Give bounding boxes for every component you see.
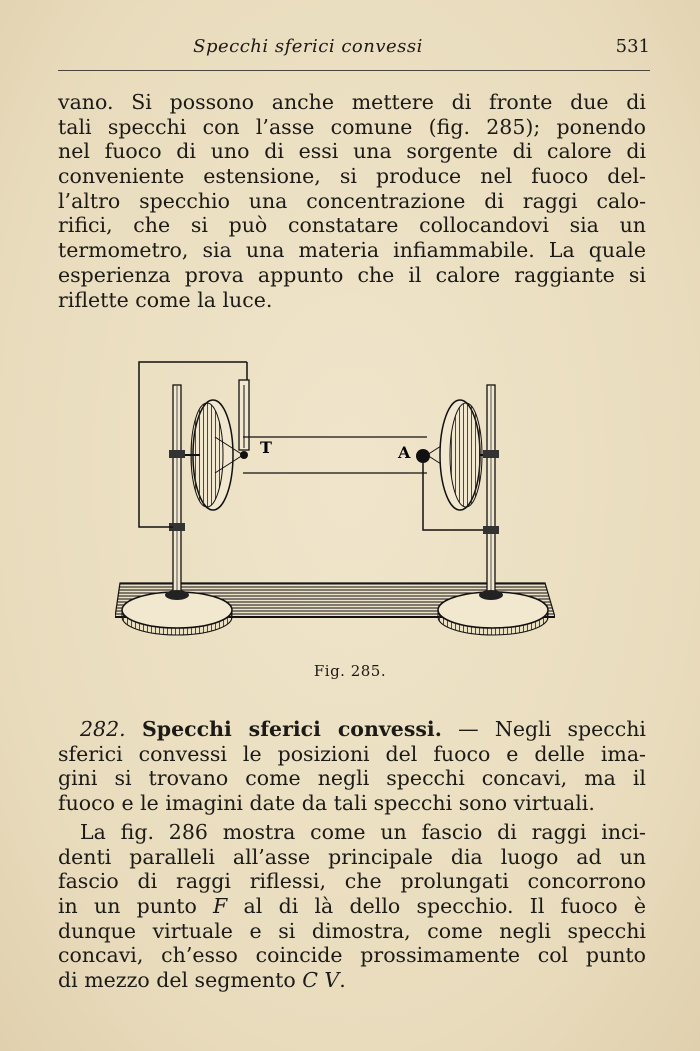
text-line: La fig. 286 mostra come un fascio di raggi inci- — [80, 820, 646, 844]
section-282 — [58, 717, 646, 816]
text-line: l’altro specchio una concentrazione di raggi calo- — [58, 188, 646, 213]
text-line: termometro, sia una materia infiammabile. La quale — [58, 238, 646, 263]
section-heading-line: 282. Specchi sferici convessi. — Negli specchi — [80, 717, 646, 741]
text-line: esperienza prova appunto che il calore raggiante si — [58, 262, 646, 287]
text-line: gini si trovano come negli specchi concavi, ma il — [58, 766, 646, 791]
text-line: vano. Si possono anche mettere di fronte due di — [58, 90, 646, 114]
text-line: concavi, ch’esso coincide prossimamente col punto — [58, 943, 646, 968]
left-mirror — [185, 400, 233, 510]
conjugate-mirrors-illustration — [115, 355, 555, 645]
text-line: sferici convessi le posizioni del fuoco e delle ima- — [58, 741, 646, 766]
running-head-title: Specchi sferici convessi — [193, 36, 423, 57]
text-line: conveniente estensione, si produce nel fuoco del- — [58, 164, 646, 189]
paragraph-1 — [58, 90, 646, 312]
page-number: 531 — [615, 36, 650, 57]
label-t: T — [260, 438, 272, 457]
text-line: in un punto F al di là dello specchio. Il fuoco è — [58, 894, 647, 919]
text-line: di mezzo del segmento C V. — [58, 968, 346, 993]
right-mirror — [440, 400, 487, 510]
text-line: fascio di raggi riflessi, che prolungati concorrono — [58, 869, 646, 894]
section-number: 282. — [80, 717, 126, 741]
paragraph-3 — [58, 820, 646, 993]
text-line: dunque virtuale e si dimostra, come negli specchi — [58, 918, 646, 943]
text-line: denti paralleli all’asse principale dia luogo ad un — [58, 844, 646, 869]
label-a: A — [398, 443, 411, 462]
section-title: Specchi sferici convessi. — [141, 717, 442, 741]
text-line: nel fuoco di uno di essi una sorgente di calore di — [58, 139, 646, 164]
text-line: fuoco e le imagini date da tali specchi sono virtuali. — [58, 791, 595, 816]
text-line: riflette come la luce. — [58, 287, 273, 312]
text-line: tali specchi con l’asse comune (fig. 285); ponendo — [58, 114, 646, 139]
figure-caption: Fig. 285. — [313, 662, 387, 680]
text-line: rifici, che si può constatare collocandovi sia un — [58, 213, 646, 238]
running-head — [58, 36, 650, 71]
